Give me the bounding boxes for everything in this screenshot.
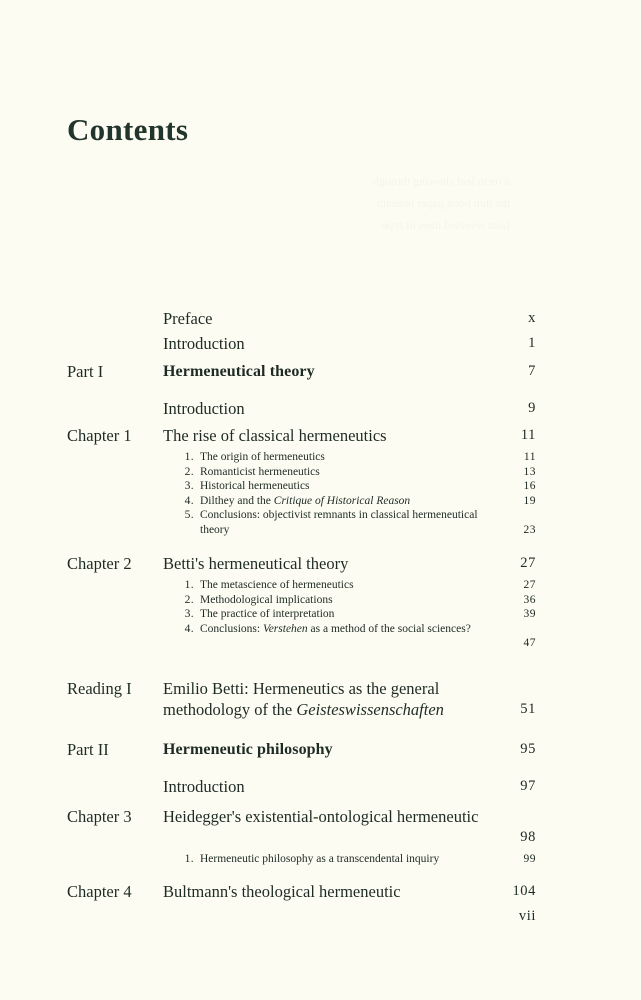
toc-subentry-number: 4. bbox=[184, 494, 194, 507]
toc-subentry-number: 1. bbox=[184, 451, 194, 463]
toc-entry-title[interactable]: Hermeneutical theory bbox=[163, 363, 315, 380]
toc-subentry-page-number: 47 bbox=[523, 637, 536, 649]
toc-subentry-page-number: 13 bbox=[523, 465, 536, 478]
toc-entry-label: Chapter 4 bbox=[67, 882, 132, 901]
toc-entry-page-number: 95 bbox=[520, 741, 536, 757]
toc-subentry-number: 5. bbox=[184, 509, 194, 521]
toc-subentry-page-number: 11 bbox=[523, 451, 536, 463]
toc-entry-label: Chapter 1 bbox=[67, 426, 132, 445]
toc-subentry-page-number: 39 bbox=[523, 608, 536, 620]
toc-entry-title[interactable]: Betti's hermeneutical theory bbox=[163, 554, 349, 573]
page-folio-number: vii bbox=[518, 908, 536, 924]
toc-entry-title[interactable]: The rise of classical hermeneutics bbox=[163, 426, 387, 445]
toc-subentry-number: 1. bbox=[184, 579, 194, 591]
toc-subentry-number: 4. bbox=[184, 622, 194, 635]
toc-entry-label: Chapter 3 bbox=[67, 807, 132, 826]
toc-entry-title[interactable]: Introduction bbox=[163, 399, 245, 418]
toc-entry-title[interactable]: Introduction bbox=[163, 777, 245, 796]
toc-entry-title[interactable]: Bultmann's theological hermeneutic bbox=[163, 882, 401, 901]
toc-entry-page-number: 97 bbox=[520, 778, 536, 794]
toc-subentry-number: 1. bbox=[184, 853, 194, 865]
toc-entry-page-number: 104 bbox=[512, 883, 536, 899]
toc-subentry-title[interactable]: The practice of interpretation bbox=[200, 608, 335, 620]
toc-entry-page-number: 9 bbox=[528, 400, 536, 416]
page-title: Contents bbox=[67, 112, 189, 147]
toc-subentry-page-number: 23 bbox=[523, 523, 536, 536]
toc-subentry-number: 3. bbox=[184, 480, 194, 492]
toc-entry-page-number: 1 bbox=[528, 335, 536, 351]
toc-entry-page-number: 98 bbox=[520, 829, 536, 845]
toc-subentry-title[interactable]: The metascience of hermeneutics bbox=[200, 579, 354, 591]
toc-subentry-page-number: 19 bbox=[523, 494, 536, 507]
toc-entry-title[interactable]: Heidegger's existential-ontological hermeneutic bbox=[163, 807, 479, 826]
toc-subentry-title[interactable]: The origin of hermeneutics bbox=[200, 451, 325, 463]
toc-entry-label: Part II bbox=[67, 740, 109, 759]
toc-subentry-title[interactable]: Romanticist hermeneutics bbox=[200, 465, 320, 478]
toc-subentry-title[interactable]: Conclusions: Verstehen as a method of the social sciences? bbox=[200, 622, 471, 635]
toc-subentry-number: 2. bbox=[184, 593, 194, 606]
toc-subentry-page-number: 99 bbox=[523, 853, 536, 865]
toc-subentry-title[interactable]: Methodological implications bbox=[200, 593, 333, 606]
toc-entry-page-number: 51 bbox=[520, 701, 536, 717]
toc-subentry-title[interactable]: Hermeneutic philosophy as a transcendental inquiry bbox=[200, 853, 440, 865]
toc-subentry-page-number: 16 bbox=[523, 480, 536, 492]
toc-subentry-page-number: 36 bbox=[523, 593, 536, 606]
toc-entry-label: Part I bbox=[67, 362, 104, 381]
toc-subentry-number: 3. bbox=[184, 608, 194, 620]
toc-subentry-number: 2. bbox=[184, 465, 194, 478]
toc-entry-page-number: 11 bbox=[520, 427, 536, 443]
toc-entry-page-number: x bbox=[528, 310, 536, 326]
toc-entry-page-number: 7 bbox=[528, 363, 536, 379]
toc-entry-page-number: 27 bbox=[520, 555, 536, 571]
toc-entry-label: Chapter 2 bbox=[67, 554, 132, 573]
page-showthrough-texture bbox=[150, 170, 510, 310]
toc-subentry-title[interactable]: Conclusions: objectivist remnants in classical hermeneutical theory bbox=[200, 509, 478, 536]
toc-subentry-title[interactable]: Historical hermeneutics bbox=[200, 480, 310, 492]
toc-entry-title[interactable]: Introduction bbox=[163, 334, 245, 353]
toc-subentry-page-number: 27 bbox=[523, 579, 536, 591]
toc-subentry-title[interactable]: Dilthey and the Critique of Historical Reason bbox=[200, 494, 411, 507]
toc-entry-title[interactable]: Hermeneutic philosophy bbox=[163, 741, 333, 758]
toc-entry-title[interactable]: Emilio Betti: Hermeneutics as the general methodology of the Geisteswissenschaften bbox=[163, 679, 444, 719]
toc-entry-label: Reading I bbox=[67, 679, 132, 698]
toc-entry-title[interactable]: Preface bbox=[163, 309, 213, 328]
